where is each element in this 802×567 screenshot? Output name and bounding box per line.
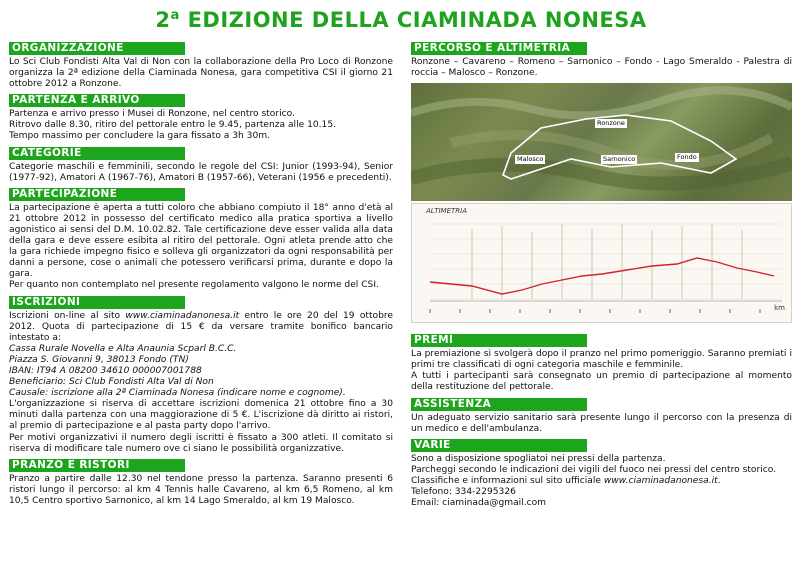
email-address[interactable]: Email: ciaminada@gmail.com xyxy=(411,498,547,509)
phone-number: Telefono: 334-2295326 xyxy=(411,487,516,498)
text-categorie: Categorie maschili e femminili, secondo le regole del CSI: Junior (1993-94), Senior (1977-92), Amatori A (1967-76), Amatori B (1957-66), Veterani (1956 e precedenti). xyxy=(9,161,393,183)
heading-assistenza: ASSISTENZA xyxy=(411,398,587,411)
site-link[interactable]: www.ciaminadanonesa.it xyxy=(125,310,240,321)
heading-premi: PREMI xyxy=(411,334,587,347)
heading-pranzo: PRANZO E RISTORI xyxy=(9,459,185,472)
text-partecipazione: La partecipazione è aperta a tutti coloro che abbiano compiuto il 18° anno d'età al 21 ottobre 2012 in possesso del certificato medico alla pratica sportiva a livello agonistico ai sensi del D.M. 10.02.82. Tale certificazione deve esser valida alla data della gara e deve essere esibita al ritiro del pettorale. Ogni atleta prende atto che la gara richiede impegno fisico e solleva gli organizzatori da ogni responsabilità per danni a persone, cose o animali che potessero verificarsi prima, durante e dopo la gara. Per quanto non contemplato nel presente regolamento valgono le norme del CSI. xyxy=(9,202,393,291)
heading-percorso: PERCORSO E ALTIMETRIA xyxy=(411,42,587,55)
text-varie: Sono a disposizione spogliatoi nei pressi della partenza. Parcheggi secondo le indicazioni dei vigili del fuoco nei pressi del centro storico. Classifiche e informazioni sul sito ufficiale www.ciaminadanonesa.it. Telefono: 334-2295326 Email: ciaminada@gmail.com xyxy=(411,454,792,509)
map-label-fondo: Fondo xyxy=(677,153,697,162)
left-column xyxy=(9,42,393,511)
heading-categorie: CATEGORIE xyxy=(9,147,185,160)
text-organizzazione: Lo Sci Club Fondisti Alta Val di Non con la collaborazione della Pro Loco di Ronzone organizza la 2ª edizione della Ciaminada Nonesa, gara competitiva CSI il giorno 21 ottobre 2012 a Ronzone. xyxy=(9,57,393,90)
text-pranzo: Pranzo a partire dalle 12.30 nel tendone presso la partenza. Saranno presenti 6 ristori lungo il percorso: al km 4 Tennis halle Cavareno, al km 6,5 Romeno, al km 10,5 Centro sportivo Sarnonico, al km 14 Lago Smeraldo, al km 19 Malosco. xyxy=(9,473,393,506)
map-label-ronzone: Ronzone xyxy=(597,119,625,128)
heading-varie: VARIE xyxy=(411,439,587,452)
altimetry-drawing xyxy=(412,204,791,322)
text-assistenza: Un adeguato servizio sanitario sarà presente lungo il percorso con la presenza di un medico e dell'ambulanza. xyxy=(411,412,792,434)
right-column xyxy=(411,42,792,513)
official-site-link[interactable]: www.ciaminadanonesa.it xyxy=(603,475,718,486)
text-percorso: Ronzone – Cavareno – Romeno – Sarnonico – Fondo - Lago Smeraldo - Palestra di roccia – Malosco – Ronzone. xyxy=(411,57,792,79)
altimetry-profile xyxy=(430,258,774,294)
route-map-drawing xyxy=(411,83,792,201)
text-partenza: Partenza e arrivo presso i Musei di Ronzone, nel centro storico. Ritrovo dalle 8.30, ritiro del pettorale entro le 9.45, partenza alle 10.15. Tempo massimo per concludere la gara fissato a 3h 30m. xyxy=(9,109,337,142)
altimetry-label: ALTIMETRIA xyxy=(426,207,468,216)
heading-organizzazione: ORGANIZZAZIONE xyxy=(9,42,185,55)
altimetry-km-label: km xyxy=(774,304,785,313)
text-iscrizioni: Iscrizioni on-line al sito www.ciaminadanonesa.it entro le ore 20 del 19 ottobre 2012. Quota di partecipazione di 15 € da versare tramite bonifico bancario intestato a: Cassa Rurale Novella e Alta Anaunia Scparl B.C.C. Piazza S. Giovanni 9, 38013 Fondo (TN) IBAN: IT94 A 08200 34610 000007001788 Beneficiario: Sci Club Fondisti Alta Val di Non Causale: iscrizione alla 2ª Ciaminada Nonesa (indicare nome e cognome). L'organizzazione si riserva di accettare iscrizioni domenica 21 ottobre fino a 30 minuti dalla partenza con una maggiorazione di 5 €. L'iscrizione dà diritto ai ristori, al premio di partecipazione e al pasta party dopo l'arrivo. Per motivi organizzativi il numero degli iscritti è fissato a 300 atleti. Il comitato si riserva di modificare tale numero ove ci siano le possibilità organizzative. xyxy=(9,310,394,454)
altimetry-chart xyxy=(411,203,792,323)
map-label-malosco: Malosco xyxy=(517,155,544,164)
heading-partecipazione: PARTECIPAZIONE xyxy=(9,188,185,201)
heading-partenza: PARTENZA E ARRIVO xyxy=(9,94,185,107)
heading-iscrizioni: ISCRIZIONI xyxy=(9,296,185,309)
map-label-sarnonico: Sarnonico xyxy=(603,155,636,164)
page-title: 2$^a$ EDIZIONE DELLA CIAMINADA NONESA xyxy=(155,8,647,32)
text-premi: La premiazione si svolgerà dopo il pranzo nel primo pomeriggio. Saranno premiati i primi tre classificati di ogni categoria maschile e femminile. A tutti i partecipanti sarà consegnato un premio di partecipazione al momento della restituzione del pettorale. xyxy=(411,349,792,393)
route-map xyxy=(411,83,792,201)
